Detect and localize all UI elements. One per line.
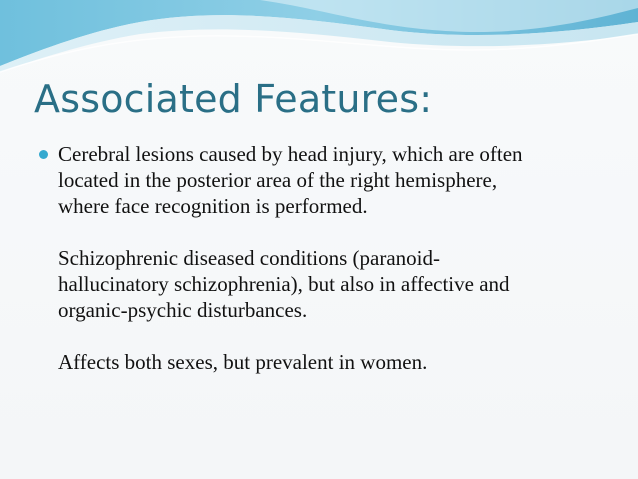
text-line: located in the posterior area of the right hemisphere, (58, 168, 498, 192)
text-line: Affects both sexes, but prevalent in women. (58, 350, 428, 374)
bullet-item (38, 141, 608, 375)
bullet-dot-icon (39, 150, 48, 159)
paragraph-schizophrenic (58, 245, 608, 323)
text-line: organic-psychic disturbances. (58, 298, 308, 322)
paragraph-sexes (58, 349, 608, 375)
text-line: Cerebral lesions caused by head injury, which are often (58, 142, 523, 166)
slide-body (38, 141, 608, 375)
paragraph-head-injury (58, 141, 608, 219)
text-line: where face recognition is performed. (58, 194, 368, 218)
slide-title: Associated Features: (34, 77, 433, 121)
header-wave-decoration (0, 0, 638, 80)
text-line: hallucinatory schizophrenia), but also in affective and (58, 272, 510, 296)
text-line: Schizophrenic diseased conditions (paranoid- (58, 246, 440, 270)
